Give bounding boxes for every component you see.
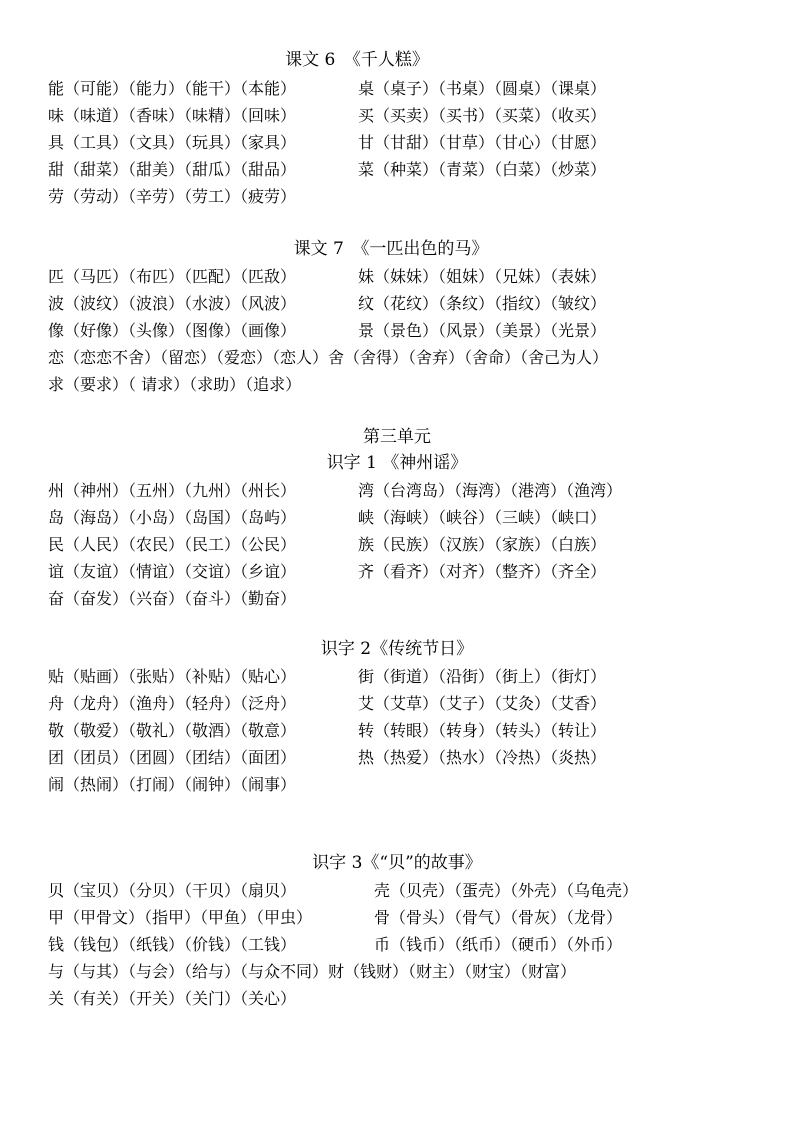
vocab-entry: 壳（贝壳）（蛋壳）（外壳）（乌龟壳） xyxy=(374,881,639,900)
vocab-entry: 艾（艾草）（艾子）（艾灸）（艾香） xyxy=(358,694,607,713)
vocab-entry: 波（波纹）（波浪）（水波）（风波） xyxy=(48,294,297,313)
vocab-entry: 街（街道）（沿街）（街上）（街灯） xyxy=(358,667,607,686)
vocab-entry: 能（可能）（能力）（能干）（本能） xyxy=(48,79,297,98)
vocab-entry: 妹（妹妹）（姐妹）（兄妹）（表妹） xyxy=(358,267,607,286)
section-heading xyxy=(0,452,794,474)
section-heading xyxy=(0,238,794,260)
vocab-entry: 买（买卖）（买书）（买菜）（收买） xyxy=(358,106,607,125)
vocab-entry: 民（人民）（农民）（民工）（公民） xyxy=(48,535,297,554)
vocab-entry: 敬（敬爱）（敬礼）（敬酒）（敬意） xyxy=(48,721,297,740)
vocab-entry: 甘（甘甜）（甘草）（甘心）（甘愿） xyxy=(358,133,607,152)
heading-text: 课文 7 《一匹出色的马》 xyxy=(293,239,489,259)
heading-text: 课文 6 《千人糕》 xyxy=(285,50,429,70)
vocab-entry: 具（工具）（文具）（玩具）（家具） xyxy=(48,133,297,152)
heading-text: 识字 2《传统节日》 xyxy=(320,639,474,659)
vocab-entry: 甜（甜菜）（甜美）（甜瓜）（甜品） xyxy=(48,160,297,179)
vocab-entry: 齐（看齐）（对齐）（整齐）（齐全） xyxy=(358,562,607,581)
vocab-entry: 味（味道）（香味）（味精）（回味） xyxy=(48,106,297,125)
vocab-entry: 团（团员）（团圆）（团结）（面团） xyxy=(48,748,297,767)
vocab-entry: 纹（花纹）（条纹）（指纹）（皱纹） xyxy=(358,294,607,313)
section-heading xyxy=(0,852,794,874)
vocab-entry: 州（神州）（五州）（九州）（州长） xyxy=(48,481,297,500)
vocab-entry: 像（好像）（头像）（图像）（画像） xyxy=(48,321,297,340)
unit-heading xyxy=(0,426,794,448)
vocab-entry: 舟（龙舟）（渔舟）（轻舟）（泛舟） xyxy=(48,694,297,713)
vocab-entry: 币（钱币）（纸币）（硬币）（外币） xyxy=(374,935,623,954)
vocab-entry: 关（有关）（开关）（关门）（关心） xyxy=(48,989,297,1008)
vocab-entry: 景（景色）（风景）（美景）（光景） xyxy=(358,321,607,340)
vocab-entry: 菜（种菜）（青菜）（白菜）（炒菜） xyxy=(358,160,607,179)
vocab-entry: 贝（宝贝）（分贝）（干贝）（扇贝） xyxy=(48,881,297,900)
vocab-entry: 岛（海岛）（小岛）（岛国）（岛屿） xyxy=(48,508,297,527)
vocab-entry: 闹（热闹）（打闹）（闹钟）（闹事） xyxy=(48,775,297,794)
section-heading xyxy=(0,49,794,71)
vocab-entry: 匹（马匹）（布匹）（匹配）（匹敌） xyxy=(48,267,297,286)
vocab-entry: 奋（奋发）（兴奋）（奋斗）（勤奋） xyxy=(48,589,297,608)
vocab-entry: 求（要求）（ 请求）（求助）（追求） xyxy=(48,375,302,394)
heading-text: 识字 1 《神州谣》 xyxy=(326,453,468,473)
vocab-entry: 骨（骨头）（骨气）（骨灰）（龙骨） xyxy=(374,908,623,927)
section-heading xyxy=(0,638,794,660)
vocab-entry: 族（民族）（汉族）（家族）（白族） xyxy=(358,535,607,554)
heading-text: 识字 3《“贝”的故事》 xyxy=(312,853,482,873)
vocab-entry: 桌（桌子）（书桌）（圆桌）（课桌） xyxy=(358,79,607,98)
vocab-entry: 转（转眼）（转身）（转头）（转让） xyxy=(358,721,607,740)
vocab-entry: 贴（贴画）（张贴）（补贴）（贴心） xyxy=(48,667,297,686)
vocab-entry: 甲（甲骨文）（指甲）（甲鱼）（甲虫） xyxy=(48,908,313,927)
vocab-entry: 湾（台湾岛）（海湾）（港湾）（渔湾） xyxy=(358,481,623,500)
vocab-entry: 热（热爱）（热水）（冷热）（炎热） xyxy=(358,748,607,767)
vocab-entry: 恋（恋恋不舍）（留恋）（爱恋）（恋人）舍（舍得）（舍弃）（舍命）（舍己为人） xyxy=(48,348,609,367)
vocab-entry: 钱（钱包）（纸钱）（价钱）（工钱） xyxy=(48,935,297,954)
vocab-entry: 峡（海峡）（峡谷）（三峡）（峡口） xyxy=(358,508,607,527)
vocab-entry: 谊（友谊）（情谊）（交谊）（乡谊） xyxy=(48,562,297,581)
vocab-entry: 与（与其）（与会）（给与）（与众不同）财（钱财）（财主）（财宝）（财富） xyxy=(48,962,577,981)
heading-text: 第三单元 xyxy=(363,427,431,447)
vocab-entry: 劳（劳动）（辛劳）（劳工）（疲劳） xyxy=(48,187,297,206)
